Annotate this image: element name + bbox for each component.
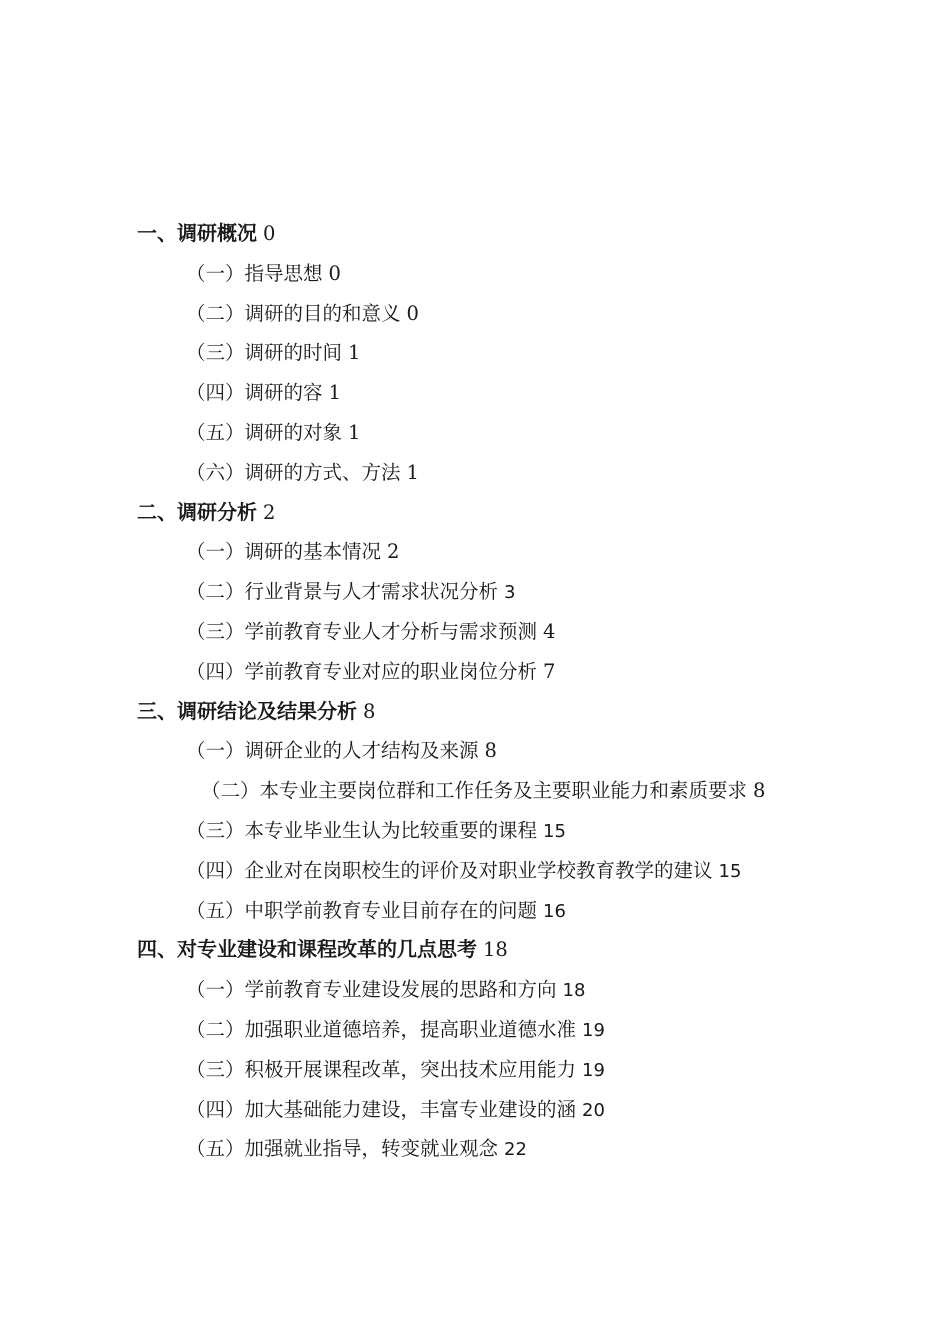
toc-entry[interactable] <box>0 254 950 294</box>
toc-entry-title: （二）行业背景与人才需求状况分析 <box>186 580 499 604</box>
toc-entry-title: （一）调研的基本情况 <box>186 540 382 564</box>
toc-entry-page: 15 <box>718 860 742 882</box>
toc-entry[interactable] <box>0 294 950 334</box>
toc-entry[interactable] <box>0 572 950 612</box>
toc-entry-title: （一）调研企业的人才结构及来源 <box>186 739 479 763</box>
toc-entry[interactable] <box>0 970 950 1010</box>
toc-entry[interactable] <box>0 612 950 652</box>
toc-entry[interactable] <box>0 1010 950 1050</box>
toc-entry-page: 18 <box>483 938 508 962</box>
toc-entry-page: 7 <box>543 659 556 683</box>
toc-entry-page: 2 <box>263 500 276 524</box>
toc-entry[interactable] <box>0 453 950 493</box>
toc-entry-page: 0 <box>263 222 276 245</box>
toc-entry-page: 20 <box>582 1099 605 1121</box>
toc-entry[interactable] <box>0 891 950 931</box>
toc-entry-title: （三）学前教育专业人才分析与需求预测 <box>186 619 538 643</box>
toc-entry-page: 1 <box>406 460 419 484</box>
toc-entry-title: （二）本专业主要岗位群和工作任务及主要职业能力和素质要求 <box>201 779 748 803</box>
toc-entry-title: 四、对专业建设和课程改革的几点思考 <box>137 937 477 962</box>
toc-entry[interactable] <box>0 1129 950 1169</box>
toc-entry[interactable] <box>0 1090 950 1130</box>
toc-entry-title: （五）加强就业指导，转变就业观念 <box>186 1137 499 1161</box>
toc-entry[interactable] <box>0 532 950 572</box>
toc-entry[interactable] <box>0 771 950 811</box>
toc-entry-title: （四）调研的容 <box>186 381 323 405</box>
toc-entry[interactable] <box>0 930 950 970</box>
toc-entry-title: （一）指导思想 <box>186 261 323 285</box>
toc-entry-page: 2 <box>387 540 400 564</box>
toc-entry-title: （三）积极开展课程改革，突出技术应用能力 <box>186 1057 577 1081</box>
toc-entry-page: 8 <box>484 739 497 763</box>
toc-entry-title: （五）中职学前教育专业目前存在的问题 <box>186 898 538 922</box>
toc-entry[interactable] <box>0 333 950 373</box>
toc-entry-page: 0 <box>328 261 341 285</box>
toc-entry-page: 0 <box>406 301 419 325</box>
toc-entry-page: 8 <box>753 779 766 803</box>
toc-entry-title: （六）调研的方式、方法 <box>186 460 401 484</box>
toc-entry[interactable] <box>0 493 950 533</box>
toc-entry[interactable] <box>0 1050 950 1090</box>
table-of-contents <box>0 214 950 1169</box>
toc-entry-page: 8 <box>363 699 376 723</box>
toc-entry-page: 18 <box>562 980 586 1002</box>
toc-entry-page: 19 <box>582 1059 605 1081</box>
toc-entry-title: （四）加大基础能力建设，丰富专业建设的涵 <box>186 1097 577 1121</box>
toc-entry-title: （一）学前教育专业建设发展的思路和方向 <box>186 978 557 1002</box>
toc-entry-page: 1 <box>348 341 361 365</box>
toc-entry-title: （三）本专业毕业生认为比较重要的课程 <box>186 818 538 842</box>
toc-entry-page: 4 <box>543 619 556 643</box>
toc-entry-title: （二）调研的目的和意义 <box>186 301 401 325</box>
toc-entry-title: 一、调研概况 <box>137 221 257 245</box>
toc-entry[interactable] <box>0 373 950 413</box>
toc-entry-page: 16 <box>543 900 566 922</box>
toc-entry-page: 22 <box>504 1139 527 1161</box>
toc-entry-page: 19 <box>582 1019 605 1041</box>
toc-entry-title: （四）学前教育专业对应的职业岗位分析 <box>186 659 538 683</box>
toc-entry-title: （五）调研的对象 <box>186 420 343 444</box>
toc-entry-page: 15 <box>543 820 566 842</box>
toc-entry[interactable] <box>0 413 950 453</box>
toc-entry[interactable] <box>0 811 950 851</box>
toc-entry[interactable] <box>0 214 950 254</box>
toc-entry[interactable] <box>0 731 950 771</box>
toc-entry[interactable] <box>0 652 950 692</box>
toc-entry-title: （三）调研的时间 <box>186 341 343 365</box>
toc-entry-title: （四）企业对在岗职校生的评价及对职业学校教育教学的建议 <box>186 858 713 882</box>
toc-entry-title: 三、调研结论及结果分析 <box>137 698 357 723</box>
toc-entry-title: 二、调研分析 <box>137 499 257 524</box>
toc-entry-page: 1 <box>348 420 361 444</box>
toc-entry[interactable] <box>0 692 950 732</box>
toc-entry-page: 1 <box>328 381 341 405</box>
toc-entry[interactable] <box>0 851 950 891</box>
toc-entry-page: 3 <box>504 582 516 604</box>
toc-entry-title: （二）加强职业道德培养，提高职业道德水准 <box>186 1017 577 1041</box>
